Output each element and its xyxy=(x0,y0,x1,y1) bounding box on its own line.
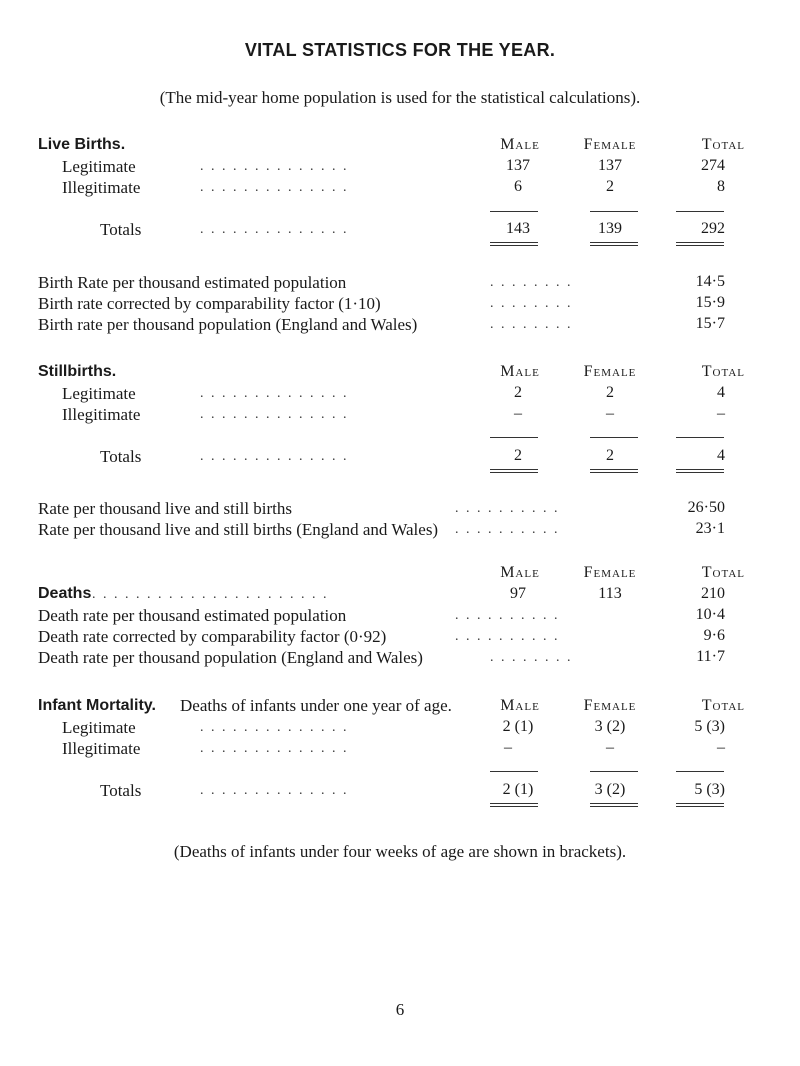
live-births-heading: Live Births. xyxy=(38,136,126,153)
stillbirths-legitimate-label: Legitimate xyxy=(62,384,136,403)
live-births-male-header: Male xyxy=(500,136,540,153)
subtotal-rule xyxy=(590,211,638,212)
subtotal-rule xyxy=(676,771,724,772)
total-double-rule xyxy=(676,242,724,246)
infant-mortality-heading: Infant Mortality. xyxy=(38,697,156,714)
live-births-legitimate-label: Legitimate xyxy=(62,157,136,176)
infant-totals-female: 3 (2) xyxy=(594,781,626,798)
subtotal-rule xyxy=(490,771,538,772)
leader-dots: . . . . . . . . . . . . . . xyxy=(200,159,349,174)
death-rate-england-wales-value: 11·7 xyxy=(696,648,725,665)
deaths-total-header: Total xyxy=(701,564,745,581)
deaths-total: 210 xyxy=(701,585,725,602)
leader-dots: . . . . . . . . . . xyxy=(455,501,560,516)
stillbirths-totals-total: 4 xyxy=(717,447,725,464)
stillbirths-legitimate-male: 2 xyxy=(514,384,522,401)
leader-dots: . . . . . . . . . . . . . . . . . . . . . . xyxy=(92,587,329,602)
live-births-totals-female: 139 xyxy=(598,220,622,237)
deaths-female-header: Female xyxy=(583,564,637,581)
total-double-rule xyxy=(590,803,638,807)
leader-dots: . . . . . . . . . . . . . . xyxy=(200,741,349,756)
stillbirths-illegitimate-male: – xyxy=(514,405,522,422)
infant-legitimate-label: Legitimate xyxy=(62,718,136,737)
infant-legitimate-female: 3 (2) xyxy=(594,718,626,735)
leader-dots: . . . . . . . . . . . . . . xyxy=(200,180,349,195)
infant-totals-label: Totals xyxy=(100,781,142,800)
leader-dots: . . . . . . . . xyxy=(490,650,573,665)
population-note: (The mid-year home population is used for the statistical calculations). xyxy=(159,88,641,107)
live-births-illegitimate-female: 2 xyxy=(606,178,614,195)
infant-totals-total: 5 (3) xyxy=(694,781,725,798)
leader-dots: . . . . . . . . . . . . . . xyxy=(200,407,349,422)
live-births-totals-total: 292 xyxy=(701,220,725,237)
birth-rate-corrected-value: 15·9 xyxy=(695,294,725,311)
live-births-female-header: Female xyxy=(583,136,637,153)
death-rate-england-wales-label: Death rate per thousand population (England and Wales) xyxy=(38,648,423,667)
total-double-rule xyxy=(490,469,538,473)
infant-illegitimate-male: – xyxy=(504,739,512,756)
infant-illegitimate-label: Illegitimate xyxy=(62,739,141,758)
leader-dots: . . . . . . . . . . . . . . xyxy=(200,783,349,798)
stillbirths-totals-female: 2 xyxy=(606,447,614,464)
subtotal-rule xyxy=(490,211,538,212)
total-double-rule xyxy=(490,242,538,246)
live-births-legitimate-female: 137 xyxy=(598,157,622,174)
infant-male-header: Male xyxy=(500,697,540,714)
live-births-total-header: Total xyxy=(701,136,745,153)
stillbirth-rate-value: 26·50 xyxy=(687,499,725,516)
stillbirths-illegitimate-label: Illegitimate xyxy=(62,405,141,424)
live-births-illegitimate-male: 6 xyxy=(514,178,522,195)
infant-totals-male: 2 (1) xyxy=(502,781,534,798)
stillbirth-rate-england-wales-value: 23·1 xyxy=(695,520,725,537)
infant-female-header: Female xyxy=(583,697,637,714)
stillbirths-heading: Stillbirths. xyxy=(38,363,117,380)
birth-rate-england-wales-value: 15·7 xyxy=(695,315,725,332)
leader-dots: . . . . . . . . . . xyxy=(455,629,560,644)
subtotal-rule xyxy=(590,771,638,772)
birth-rate-england-wales-label: Birth rate per thousand population (England and Wales) xyxy=(38,315,418,334)
total-double-rule xyxy=(676,803,724,807)
stillbirth-rate-label: Rate per thousand live and still births xyxy=(38,499,293,518)
subtotal-rule xyxy=(676,211,724,212)
deaths-female: 113 xyxy=(598,585,622,602)
subtotal-rule xyxy=(490,437,538,438)
leader-dots: . . . . . . . . xyxy=(490,275,573,290)
live-births-legitimate-total: 274 xyxy=(701,157,725,174)
page-title: VITAL STATISTICS FOR THE YEAR. xyxy=(244,40,556,60)
stillbirths-total-header: Total xyxy=(701,363,745,380)
total-double-rule xyxy=(590,242,638,246)
total-double-rule xyxy=(590,469,638,473)
stillbirths-female-header: Female xyxy=(583,363,637,380)
death-rate-corrected-value: 9·6 xyxy=(703,627,725,644)
total-double-rule xyxy=(676,469,724,473)
infant-mortality-subheading: Deaths of infants under one year of age. xyxy=(180,696,452,715)
stillbirths-male-header: Male xyxy=(500,363,540,380)
stillbirths-legitimate-total: 4 xyxy=(717,384,725,401)
infant-legitimate-male: 2 (1) xyxy=(502,718,534,735)
live-births-totals-male: 143 xyxy=(506,220,530,237)
stillbirths-illegitimate-total: – xyxy=(717,405,725,422)
stillbirths-legitimate-female: 2 xyxy=(606,384,614,401)
death-rate-label: Death rate per thousand estimated population xyxy=(38,606,347,625)
birth-rate-value: 14·5 xyxy=(695,273,725,290)
infant-legitimate-total: 5 (3) xyxy=(694,718,725,735)
subtotal-rule xyxy=(590,437,638,438)
stillbirth-rate-england-wales-label: Rate per thousand live and still births (England and Wales) xyxy=(38,520,439,539)
leader-dots: . . . . . . . . . . . . . . xyxy=(200,449,349,464)
death-rate-value: 10·4 xyxy=(695,606,725,623)
deaths-heading: Deaths xyxy=(38,585,92,602)
leader-dots: . . . . . . . . xyxy=(490,296,573,311)
leader-dots: . . . . . . . . xyxy=(490,317,573,332)
infant-illegitimate-total: – xyxy=(717,739,725,756)
death-rate-corrected-label: Death rate corrected by comparability factor (0·92) xyxy=(38,627,387,646)
leader-dots: . . . . . . . . . . . . . . xyxy=(200,386,349,401)
live-births-illegitimate-label: Illegitimate xyxy=(62,178,141,197)
stillbirths-totals-label: Totals xyxy=(100,447,142,466)
live-births-legitimate-male: 137 xyxy=(506,157,530,174)
leader-dots: . . . . . . . . . . xyxy=(455,522,560,537)
leader-dots: . . . . . . . . . . . . . . xyxy=(200,720,349,735)
deaths-male-header: Male xyxy=(500,564,540,581)
total-double-rule xyxy=(490,803,538,807)
leader-dots: . . . . . . . . . . xyxy=(455,608,560,623)
infant-illegitimate-female: – xyxy=(606,739,614,756)
deaths-male: 97 xyxy=(510,585,526,602)
stillbirths-illegitimate-female: – xyxy=(606,405,614,422)
infant-total-header: Total xyxy=(701,697,745,714)
page-number: 6 xyxy=(395,1000,405,1019)
leader-dots: . . . . . . . . . . . . . . xyxy=(200,222,349,237)
infant-brackets-note: (Deaths of infants under four weeks of age are shown in brackets). xyxy=(173,842,627,861)
live-births-illegitimate-total: 8 xyxy=(717,178,725,195)
live-births-totals-label: Totals xyxy=(100,220,142,239)
birth-rate-corrected-label: Birth rate corrected by comparability factor (1·10) xyxy=(38,294,381,313)
stillbirths-totals-male: 2 xyxy=(514,447,522,464)
birth-rate-label: Birth Rate per thousand estimated population xyxy=(38,273,347,292)
subtotal-rule xyxy=(676,437,724,438)
